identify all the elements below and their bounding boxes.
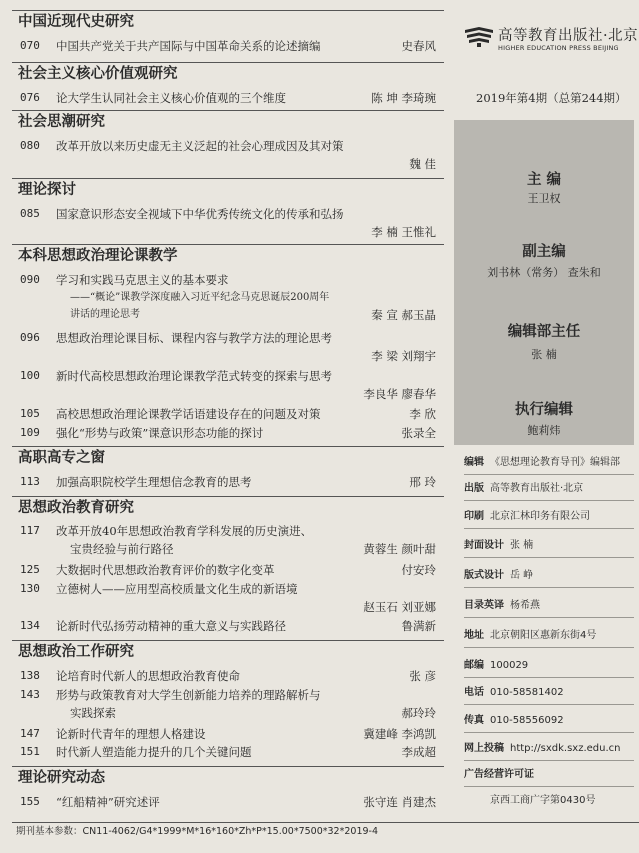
toc-entry[interactable] [20, 272, 440, 328]
article-authors: 郝玲玲 [401, 706, 436, 720]
page-number: 070 [20, 39, 40, 52]
article-title: 国家意识形态安全视域下中华优秀传统文化的传承和弘扬 [56, 207, 344, 221]
article-title: 思想政治理论课目标、课程内容与教学方法的理论思考 [56, 331, 332, 345]
section-heading: 思想政治工作研究 [12, 640, 444, 662]
publisher-logo-icon [464, 26, 494, 48]
info-row [464, 506, 634, 529]
page-number: 151 [20, 745, 40, 758]
toc-entry[interactable] [20, 425, 440, 443]
article-title: 加强高职院校学生理想信念教育的思考 [56, 475, 252, 489]
article-title: 改革开放40年思想政治教育学科发展的历史演进、 [56, 524, 313, 538]
article-authors: 秦 宣 郝玉晶 [371, 308, 436, 322]
page-number: 096 [20, 331, 40, 344]
page-number: 125 [20, 563, 40, 576]
section-heading: 理论探讨 [12, 178, 444, 200]
info-row [464, 790, 639, 812]
article-authors: 邢 玲 [409, 475, 436, 489]
toc-entry[interactable] [20, 581, 440, 615]
info-row [464, 535, 634, 558]
article-title: 强化“形势与政策”课意识形态功能的探讨 [56, 426, 264, 440]
page-number: 100 [20, 369, 40, 382]
article-authors: 李 楠 王惟礼 [371, 225, 436, 239]
article-title: 论新时代青年的理想人格建设 [56, 727, 206, 741]
page-number: 147 [20, 727, 40, 740]
section-heading: 社会思潮研究 [12, 110, 444, 132]
toc-entry[interactable] [20, 368, 440, 402]
publisher-logo [464, 24, 639, 64]
publisher-name-cn: 高等教育出版社·北京 [498, 28, 639, 44]
info-value: 北京汇林印务有限公司 [490, 511, 590, 522]
article-subtitle: 宝贵经验与前行路径 [70, 542, 174, 556]
masthead-role: 副主编 [522, 244, 566, 260]
toc-entry[interactable] [20, 206, 440, 240]
page-number: 138 [20, 669, 40, 682]
page-number: 130 [20, 582, 40, 595]
article-authors: 李 欣 [409, 407, 436, 421]
page-number: 105 [20, 407, 40, 420]
info-value: 杨希燕 [510, 600, 540, 611]
toc-entry[interactable] [20, 726, 440, 744]
page-number: 117 [20, 524, 40, 537]
article-title: “红船精神”研究述评 [56, 795, 160, 809]
info-row [464, 655, 634, 678]
info-row [464, 452, 634, 475]
masthead-names: 刘书林（常务） 查朱和 [487, 266, 601, 279]
info-key: 封面设计 [464, 540, 504, 551]
issue-number: 2019年第4期（总第244期） [476, 91, 627, 105]
info-key: 出版 [464, 483, 484, 494]
article-title: 时代新人塑造能力提升的几个关键问题 [56, 745, 252, 759]
info-key: 地址 [464, 630, 484, 641]
toc-entry[interactable] [20, 523, 440, 559]
info-key: 邮编 [464, 660, 484, 671]
article-authors: 付安玲 [401, 563, 436, 577]
article-title: 立德树人——应用型高校质量文化生成的新语境 [56, 582, 298, 596]
article-title: 论大学生认同社会主义核心价值观的三个维度 [56, 91, 286, 105]
info-row [464, 595, 634, 618]
masthead-panel [454, 120, 634, 445]
info-value: 010-58581402 [490, 687, 564, 698]
masthead-role: 主 编 [526, 172, 562, 188]
article-title: 学习和实践马克思主义的基本要求 [56, 273, 229, 287]
section-heading: 高职高专之窗 [12, 446, 444, 468]
toc-entry[interactable] [20, 668, 440, 686]
article-authors: 李成超 [401, 745, 436, 759]
toc-entry[interactable] [20, 138, 440, 172]
info-value: 高等教育出版社·北京 [490, 483, 584, 494]
toc-entry[interactable] [20, 794, 440, 812]
toc-entry[interactable] [20, 744, 440, 762]
article-title: 新时代高校思想政治理论课教学范式转变的探索与思考 [56, 369, 332, 383]
article-authors: 冀建峰 李鸿凯 [363, 727, 436, 741]
info-key: 版式设计 [464, 570, 504, 581]
page-number: 134 [20, 619, 40, 632]
article-title: 论新时代弘扬劳动精神的重大意义与实践路径 [56, 619, 286, 633]
masthead-names: 王卫权 [527, 192, 561, 205]
masthead-role: 执行编辑 [515, 402, 573, 418]
masthead-names: 张 楠 [531, 348, 557, 361]
article-authors: 赵玉石 刘亚娜 [363, 600, 436, 614]
info-row [464, 478, 634, 501]
page-number: 090 [20, 273, 40, 286]
info-row [464, 710, 634, 733]
info-key: 广告经营许可证 [464, 769, 534, 780]
article-authors: 李良华 廖春华 [363, 387, 436, 401]
toc-entry[interactable] [20, 618, 440, 636]
info-row [464, 764, 634, 787]
article-subtitle: 讲话的理论思考 [70, 309, 140, 320]
toc-entry[interactable] [20, 406, 440, 424]
article-title: 中国共产党关于共产国际与中国革命关系的论述摘编 [56, 39, 321, 53]
article-authors: 黄蓉生 颜叶甜 [363, 542, 436, 556]
section-heading: 理论研究动态 [12, 766, 444, 788]
article-title: 大数据时代思想政治教育评价的数字化变革 [56, 563, 275, 577]
article-authors: 史春风 [401, 39, 436, 53]
info-row [464, 682, 634, 705]
page-number: 080 [20, 139, 40, 152]
info-key: 传真 [464, 715, 484, 726]
info-row [464, 565, 634, 588]
article-title: 高校思想政治理论课教学话语建设存在的问题及对策 [56, 407, 321, 421]
info-row [464, 738, 634, 761]
section-heading: 本科思想政治理论课教学 [12, 244, 444, 266]
toc-entry[interactable] [20, 38, 440, 56]
section-heading: 中国近现代史研究 [12, 10, 444, 32]
info-key: 目录英译 [464, 600, 504, 611]
article-authors: 张守连 肖建杰 [363, 795, 436, 809]
article-title: 形势与政策教育对大学生创新能力培养的理路解析与 [56, 688, 321, 702]
page-number: 113 [20, 475, 40, 488]
masthead-column [454, 0, 639, 853]
section-heading: 社会主义核心价值观研究 [12, 62, 444, 84]
article-subtitle: 实践探索 [70, 706, 116, 720]
info-value: 010-58556092 [490, 715, 564, 726]
info-key: 网上投稿 [464, 743, 504, 754]
toc-entry[interactable] [20, 90, 440, 108]
article-authors: 魏 佳 [409, 157, 436, 171]
article-authors: 李 梁 刘翔宇 [371, 349, 436, 363]
toc-entry[interactable] [20, 562, 440, 580]
info-key: 编辑 [464, 457, 484, 468]
info-value: 100029 [490, 660, 529, 671]
article-authors: 陈 坤 李琦琬 [371, 91, 436, 105]
masthead-names: 鲍莉炜 [527, 424, 561, 437]
section-heading: 思想政治教育研究 [12, 496, 444, 518]
page-number: 076 [20, 91, 40, 104]
page-number: 085 [20, 207, 40, 220]
publisher-name-en: HIGHER EDUCATION PRESS BEIJING [498, 44, 619, 52]
toc-entry[interactable] [20, 687, 440, 723]
info-value: 《思想理论教育导刊》编辑部 [490, 457, 620, 468]
info-row [464, 625, 634, 648]
article-title: 论培育时代新人的思想政治教育使命 [56, 669, 240, 683]
article-title: 改革开放以来历史虚无主义泛起的社会心理成因及其对策 [56, 139, 344, 153]
info-value: 北京朝阳区惠新东街4号 [490, 630, 597, 641]
journal-parameters-footer: 期刊基本参数：CN11-4062/G4*1999*M*16*160*Zh*P*15.00*7500*32*2019-4 [12, 822, 639, 841]
article-authors: 张录全 [401, 426, 436, 440]
info-key: 印刷 [464, 511, 484, 522]
page-number: 143 [20, 688, 40, 701]
info-value: 张 楠 [510, 540, 534, 551]
toc-entry[interactable] [20, 330, 440, 364]
article-authors: 鲁满新 [401, 619, 436, 633]
page-number: 155 [20, 795, 40, 808]
article-authors: 张 彦 [409, 669, 436, 683]
info-value: 岳 峥 [510, 570, 534, 581]
info-value: http://sxdk.sxz.edu.cn [510, 743, 621, 754]
article-subtitle: ——“概论”课教学深度融入习近平纪念马克思诞辰200周年 [70, 292, 330, 303]
page-number: 109 [20, 426, 40, 439]
masthead-role: 编辑部主任 [507, 324, 581, 340]
info-key: 电话 [464, 687, 484, 698]
info-value: 京西工商广字第0430号 [490, 795, 596, 806]
toc-entry[interactable] [20, 474, 440, 492]
